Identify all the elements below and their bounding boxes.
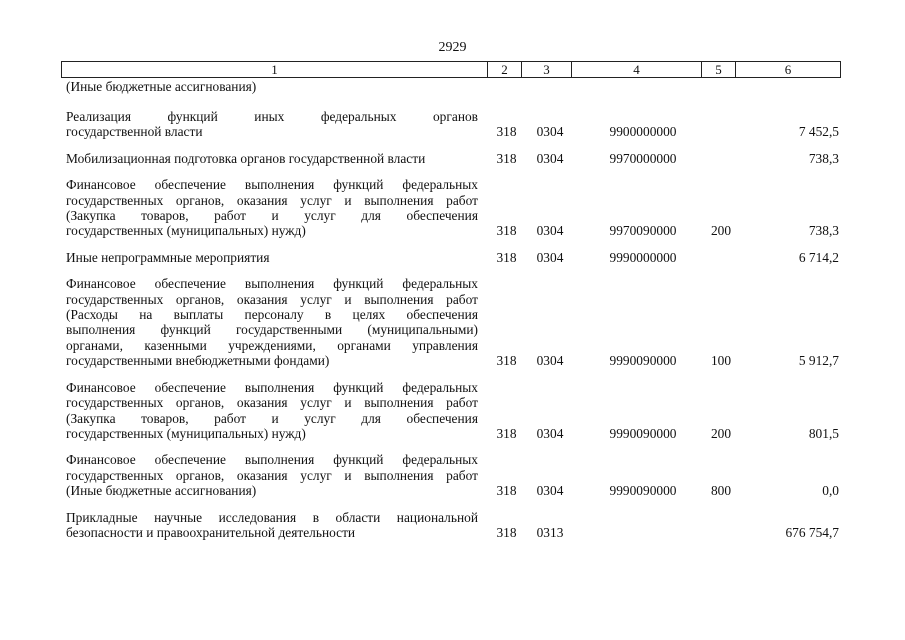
row-cs-code: 9990000000 [609, 249, 677, 265]
row-rz-code: 0304 [536, 124, 564, 140]
row-item-name-line: Финансовое обеспечение выполнения функций федеральных [66, 276, 478, 292]
row-cs-code: 9970090000 [609, 223, 677, 239]
row-item-name [66, 380, 478, 442]
row-cs-code: 9990090000 [609, 425, 677, 441]
header-col-5: 5 [701, 62, 735, 77]
row-item-name-line: Финансовое обеспечение выполнения функций федеральных [66, 177, 478, 193]
row-vr-code: 200 [710, 425, 732, 441]
row-cs-code: 9990090000 [609, 353, 677, 369]
row-gr-code: 318 [496, 249, 517, 265]
row-vr-code: 100 [710, 353, 732, 369]
row-item-name [66, 452, 478, 498]
table-row [66, 151, 839, 166]
row-sum: 676 754,7 [785, 524, 839, 540]
table-row [66, 177, 839, 239]
row-vr-code: 200 [710, 223, 732, 239]
header-col-4: 4 [571, 62, 701, 77]
row-cs-code: 9900000000 [609, 124, 677, 140]
row-item-name-line: государственными внебюджетными фондами) [66, 353, 330, 369]
row-gr-code: 318 [496, 524, 517, 540]
row-item-name-line: Иные непрограммные мероприятия [66, 249, 270, 265]
row-item-name-line: государственных органов, оказания услуг и выполнения работ [66, 192, 478, 208]
row-item-name-line: государственных органов, оказания услуг и выполнения работ [66, 395, 478, 411]
row-cs-code: 9990090000 [609, 483, 677, 499]
row-sum: 801,5 [808, 425, 839, 441]
header-col-1: 1 [271, 62, 278, 77]
row-rz-code: 0304 [536, 223, 564, 239]
table-row [66, 250, 839, 265]
row-sum: 738,3 [808, 223, 839, 239]
row-rz-code: 0304 [536, 150, 564, 166]
row-sum: 7 452,5 [798, 124, 839, 140]
row-item-name-line: безопасности и правоохранительной деятельности [66, 524, 356, 540]
table-row [66, 452, 839, 498]
row-item-name-line: Реализация функций иных федеральных органов [66, 109, 478, 124]
row-gr-code: 318 [496, 425, 517, 441]
table-header [61, 61, 841, 78]
row-item-name-line: государственных (муниципальных) нужд) [66, 223, 306, 239]
row-sum: 6 714,2 [798, 249, 839, 265]
row-item-name [66, 276, 478, 368]
row-gr-code: 318 [496, 150, 517, 166]
row-item-name-line: государственных органов, оказания услуг и выполнения работ [66, 467, 478, 483]
row-gr-code: 318 [496, 124, 517, 140]
row-item-name-line: (Иные бюджетные ассигнования) [66, 483, 257, 499]
row-item-name [66, 177, 478, 239]
row-sum: 738,3 [808, 150, 839, 166]
row-item-name-line: (Расходы на выплаты персоналу в целях обеспечения [66, 307, 478, 323]
table-row [66, 276, 839, 368]
row-item-name-line: органами, казенными учреждениями, органами управления [66, 337, 478, 353]
row-item-name [66, 151, 478, 166]
row-sum: 0,0 [822, 483, 839, 499]
row-item-name-line: государственной власти [66, 124, 203, 140]
row-item-name-line: Финансовое обеспечение выполнения функций федеральных [66, 452, 478, 468]
row-item-name [66, 510, 478, 541]
row-item-name-line: Прикладные научные исследования в области национальной [66, 509, 478, 525]
row-vr-code: 800 [710, 483, 732, 499]
row-rz-code: 0304 [536, 425, 564, 441]
row-rz-code: 0304 [536, 249, 564, 265]
budget-table-body [66, 109, 839, 551]
table-row [66, 510, 839, 541]
continued-item-text: (Иные бюджетные ассигнования) [66, 79, 257, 94]
row-cs-code: 9970000000 [609, 150, 677, 166]
row-item-name [66, 250, 478, 265]
row-gr-code: 318 [496, 483, 517, 499]
header-col-6: 6 [735, 62, 840, 77]
row-gr-code: 318 [496, 223, 517, 239]
row-item-name-line: государственных (муниципальных) нужд) [66, 425, 306, 441]
row-item-name-line: (Закупка товаров, работ и услуг для обеспечения [66, 410, 478, 426]
row-rz-code: 0304 [536, 483, 564, 499]
header-col-2: 2 [487, 62, 521, 77]
row-item-name-line: государственных органов, оказания услуг и выполнения работ [66, 291, 478, 307]
table-row [66, 109, 839, 140]
row-item-name-line: Мобилизационная подготовка органов государственной власти [66, 150, 426, 166]
row-item-name [66, 109, 478, 140]
header-col-3: 3 [521, 62, 571, 77]
page-number: 2929 [438, 40, 467, 55]
row-sum: 5 912,7 [798, 353, 839, 369]
row-gr-code: 318 [496, 353, 517, 369]
row-item-name-line: Финансовое обеспечение выполнения функций федеральных [66, 379, 478, 395]
row-item-name-line: выполнения функций государственными (муниципальными) [66, 322, 478, 338]
row-item-name-line: (Закупка товаров, работ и услуг для обеспечения [66, 208, 478, 224]
table-row [66, 380, 839, 442]
row-rz-code: 0313 [536, 524, 564, 540]
row-rz-code: 0304 [536, 353, 564, 369]
